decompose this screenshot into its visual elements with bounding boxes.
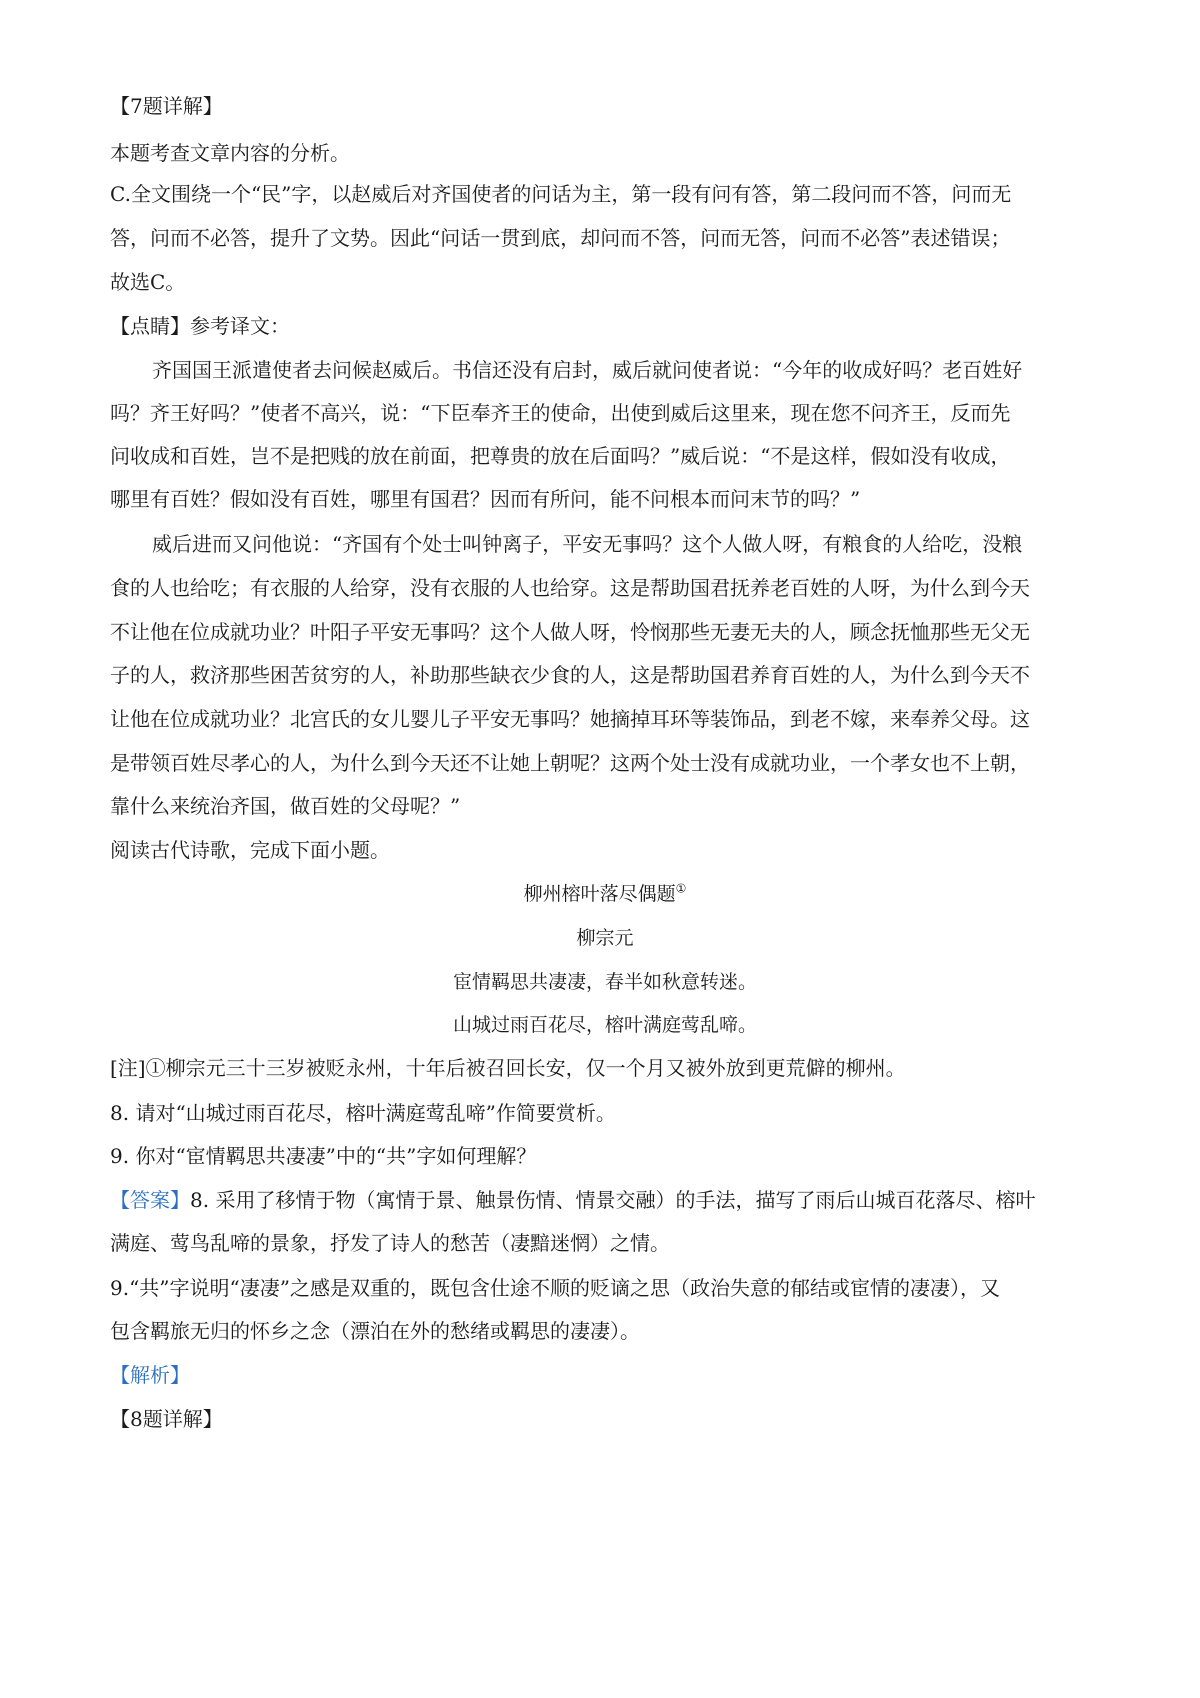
translation-p1-line4: 哪里有百姓？假如没有百姓，哪里有国君？因而有所问，能不问根本而问末节的吗？” [110,487,861,511]
translation-p2-line2: 食的人也给吃；有衣服的人给穿，没有衣服的人也给穿。这是帮助国君抚养老百姓的人呀，为什么到今天 [110,576,1030,600]
answer-9-line2: 包含羁旅无归的怀乡之念（漂泊在外的愁绪或羁思的凄凄）。 [110,1319,640,1343]
q7-intro: 本题考查文章内容的分析。 [110,141,350,165]
translation-p1-line1: 齐国国王派遣使者去问候赵威后。书信还没有启封，威后就问使者说：“今年的收成好吗？老百姓好 [152,358,1023,382]
answer-9-line1: 9.“共”字说明“凄凄”之感是双重的，既包含仕途不顺的贬谪之思（政治失意的郁结或宦情的凄凄），又 [110,1276,1000,1300]
q7-explanation-line1: C.全文围绕一个“民”字，以赵威后对齐国使者的问话为主，第一段有问有答，第二段问而不答，问而无 [110,182,1012,206]
translation-p2-line3: 不让他在位成就功业？叶阳子平安无事吗？这个人做人呀，怜悯那些无妻无夫的人，顾念抚恤那些无父无 [110,620,1030,644]
poem-note-mark: ① [675,881,687,896]
poem-title: 柳州榕叶落尽偶题 [523,883,676,905]
dianjing-heading: 【点睛】参考译文： [110,314,290,338]
poem-intro: 阅读古代诗歌，完成下面小题。 [110,838,390,862]
q8-heading: 【8题详解】 [110,1407,223,1431]
answer-8-line2: 满庭、莺鸟乱啼的景象，抒发了诗人的愁苦（凄黯迷惘）之情。 [110,1231,670,1255]
question-9: 9. 你对“宦情羁思共凄凄”中的“共”字如何理解？ [110,1144,537,1168]
poem-author: 柳宗元 [576,927,634,949]
poem-line2: 山城过雨百花尽，榕叶满庭莺乱啼。 [452,1014,757,1036]
translation-p2-line5: 让他在位成就功业？北宫氏的女儿婴儿子平安无事吗？她摘掉耳环等装饰品，到老不嫁，来奉养父母。这 [110,707,1030,731]
translation-p2-line7: 靠什么来统治齐国，做百姓的父母呢？” [110,794,461,818]
poem-title-row [110,880,1100,908]
poem-line1: 宦情羁思共凄凄，春半如秋意转迷。 [452,971,757,993]
translation-p1-line3: 问收成和百姓，岂不是把贱的放在前面，把尊贵的放在后面吗？”威后说：“不是这样，假如没有收成， [110,444,1011,468]
q7-explanation-line2: 答，问而不必答，提升了文势。因此“问话一贯到底，却问而不答，问而无答，问而不必答”表述错误； [110,226,1011,250]
translation-p1-line2: 吗？齐王好吗？”使者不高兴，说：“下臣奉齐王的使命，出使到威后这里来，现在您不问齐王，反而先 [110,401,1011,425]
translation-p2-line6: 是带领百姓尽孝心的人，为什么到今天还不让她上朝呢？这两个处士没有成就功业，一个孝女也不上朝， [110,751,1030,775]
answer-8-line1: 8. 采用了移情于物（寓情于景、触景伤情、情景交融）的手法，描写了雨后山城百花落尽、榕叶 [190,1188,1036,1212]
q7-heading: 【7题详解】 [110,94,223,118]
question-8: 8. 请对“山城过雨百花尽，榕叶满庭莺乱啼”作简要赏析。 [110,1101,616,1125]
translation-p2-line4: 子的人，救济那些困苦贫穷的人，补助那些缺衣少食的人，这是帮助国君养育百姓的人，为什么到今天不 [110,663,1030,687]
answer-label: 【答案】 [110,1188,190,1212]
q7-explanation-line3: 故选C。 [110,270,186,294]
poem-note: [注]①柳宗元三十三岁被贬永州，十年后被召回长安，仅一个月又被外放到更荒僻的柳州。 [110,1056,906,1080]
jiexi-label: 【解析】 [110,1363,190,1387]
answer-8-line1-row [110,1186,1100,1214]
translation-p2-line1: 威后进而又问他说：“齐国有个处士叫钟离子，平安无事吗？这个人做人呀，有粮食的人给吃，没粮 [152,532,1023,556]
